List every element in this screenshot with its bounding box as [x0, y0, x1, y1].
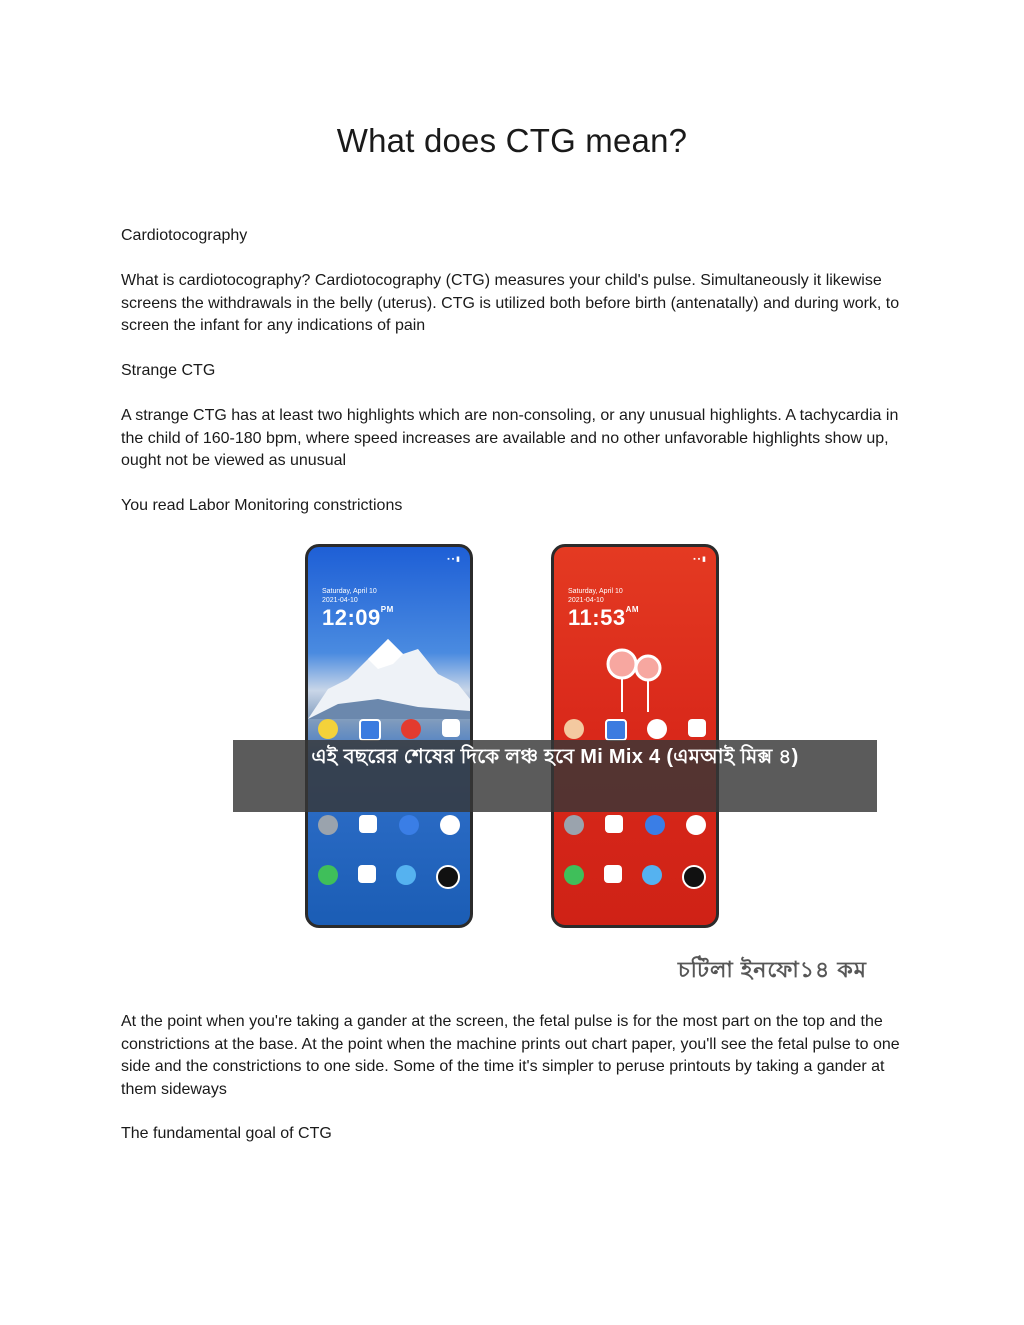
app-icon — [359, 815, 377, 833]
app-row-2 — [318, 815, 460, 835]
browser-icon — [396, 865, 416, 885]
message-icon — [604, 865, 622, 883]
app-icon — [605, 815, 623, 833]
app-icon — [564, 719, 584, 739]
paragraph-screen-reading: At the point when you're taking a gander at the screen, the fetal pulse is for the most part on the top and the constrictions at the base. At the point when the machine prints out chart paper, you'll see the fetal pulse to one side and the constrictions to one side. Some of the time it's simpler to peruse printouts by taking a gander at them sideways — [121, 1013, 900, 1098]
phone-left — [305, 544, 473, 928]
gear-icon — [318, 815, 338, 835]
phone-right-date: Saturday, April 10 2021-04-10 — [568, 588, 623, 604]
paragraph-what-is-ctg: What is cardiotocography? Cardiotocography (CTG) measures your child's pulse. Simultaneously it likewise screens the withdrawals in the belly (uterus). CTG is utilized both before birth (antenatally) and during work, to screen the infant for any indications of pain — [121, 272, 900, 334]
camera-icon — [436, 865, 460, 889]
app-row-3 — [564, 865, 706, 889]
section-heading-strange-ctg: Strange CTG — [121, 362, 216, 379]
section-heading-cardiotocography: Cardiotocography — [121, 227, 248, 244]
section-heading-fundamental-goal: The fundamental goal of CTG — [121, 1125, 332, 1142]
browser-icon — [642, 865, 662, 885]
paragraph-strange-ctg: A strange CTG has at least two highlights which are non-consoling, or any unusual highlights. A tachycardia in the child of 160-180 bpm, where speed increases are available and no other unfavorable highlights show up, ought not be viewed as unusual — [121, 407, 899, 469]
message-icon — [358, 865, 376, 883]
app-icon — [442, 719, 460, 737]
app-icon — [686, 815, 706, 835]
page-title: What does CTG mean? — [336, 122, 688, 159]
app-row-3 — [318, 865, 460, 889]
app-row-2 — [564, 815, 706, 835]
status-bar-icon: ▪ ▪ ▮ — [693, 556, 706, 563]
phone-right-clock: $11:53^{AM}$ — [568, 605, 640, 630]
shield-icon — [399, 815, 419, 835]
shield-icon — [645, 815, 665, 835]
phone-call-icon — [318, 865, 338, 885]
app-row-1 — [318, 719, 460, 741]
app-icon — [401, 719, 421, 739]
caption-banner-text: এই বছরের শেষের দিকে লঞ্চ হবে Mi Mix 4 (এমআই মিক্স ৪) — [311, 746, 799, 768]
app-icon — [440, 815, 460, 835]
app-icon — [647, 719, 667, 739]
status-bar-icon: ▪ ▪ ▮ — [447, 556, 460, 563]
phone-call-icon — [564, 865, 584, 885]
paragraph-read-labor-monitoring: You read Labor Monitoring constrictions — [121, 497, 403, 514]
camera-icon — [682, 865, 706, 889]
phone-left-date: Saturday, April 10 2021-04-10 — [322, 588, 377, 604]
caption-banner — [233, 740, 877, 812]
app-row-1 — [564, 719, 706, 741]
gear-icon — [564, 815, 584, 835]
phone-left-clock: $12:09^{PM}$ — [322, 605, 394, 630]
app-icon — [318, 719, 338, 739]
phones-image — [233, 540, 877, 992]
app-icon — [605, 719, 627, 741]
phone-right — [551, 544, 719, 928]
watermark-text: চটিলা ইনফো১৪ কম — [677, 957, 867, 982]
mountain-wallpaper-icon — [308, 619, 470, 719]
app-icon — [688, 719, 706, 737]
app-icon — [359, 719, 381, 741]
lollipop-wallpaper-icon — [594, 642, 674, 712]
